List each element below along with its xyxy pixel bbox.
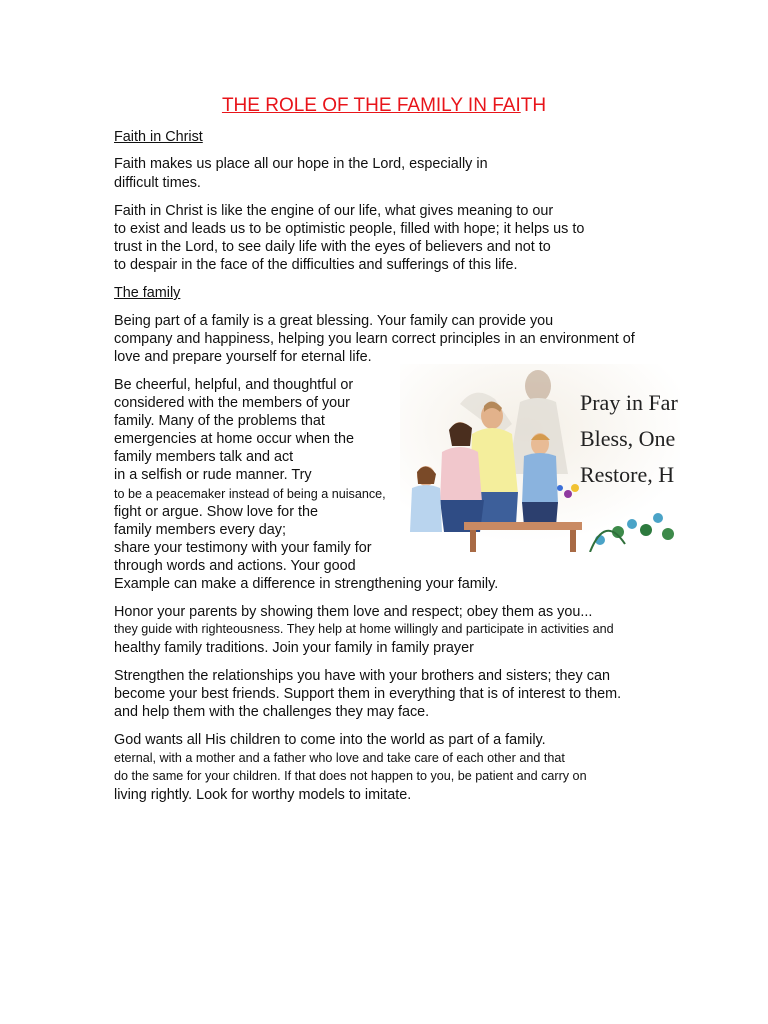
page-title	[0, 94, 768, 118]
illustration-text-line3: Restore, H	[580, 462, 675, 487]
illustration-text-line2: Bless, One	[580, 426, 676, 451]
family-para5-line4: living rightly. Look for worthy models to imitate.	[114, 787, 412, 803]
family-para3-line3: healthy family traditions. Join your family in family prayer	[114, 640, 474, 656]
page-title-tail: TH	[520, 95, 547, 116]
family-para3-line1: Honor your parents by showing them love and respect; obey them as you...	[114, 604, 593, 620]
section-heading-family: The family	[114, 285, 181, 301]
faith-para2-line2: to exist and leads us to be optimistic people, filled with hope; it helps us to	[114, 221, 585, 237]
family-para2-line2: considered with the members of your	[114, 395, 350, 411]
page-title-underlined: THE ROLE OF THE FAMILY IN FAI	[221, 95, 521, 116]
family-para2-line4: emergencies at home occur when the	[114, 431, 354, 447]
family-para1-line2: company and happiness, helping you learn correct principles in an environment of	[114, 331, 635, 347]
family-para2-line9: family members every day;	[114, 522, 286, 538]
faith-para1-line2: difficult times.	[114, 175, 201, 191]
faith-para2-line4: to despair in the face of the difficulties and sufferings of this life.	[114, 257, 518, 273]
family-para2-line3: family. Many of the problems that	[114, 413, 325, 429]
family-para3-line2: they guide with righteousness. They help at home willingly and participate in activities and	[114, 622, 614, 636]
family-para1-line3: love and prepare yourself for eternal life.	[114, 349, 372, 365]
family-prayer-illustration	[400, 364, 680, 552]
family-para4-line1: Strengthen the relationships you have with your brothers and sisters; they can	[114, 668, 610, 684]
family-para2-line7: to be a peacemaker instead of being a nuisance,	[114, 487, 386, 501]
section-heading-faith: Faith in Christ	[114, 129, 203, 145]
family-para5-line1: God wants all His children to come into the world as part of a family.	[114, 732, 546, 748]
family-para1-line1: Being part of a family is a great blessing. Your family can provide you	[114, 313, 554, 329]
family-para2-line8: fight or argue. Show love for the	[114, 504, 318, 520]
family-para2-line6: in a selfish or rude manner. Try	[114, 467, 312, 483]
faith-para1-line1: Faith makes us place all our hope in the Lord, especially in	[114, 156, 488, 172]
faith-para2-line1: Faith in Christ is like the engine of our life, what gives meaning to our	[114, 203, 554, 219]
family-para5-line2: eternal, with a mother and a father who love and take care of each other and that	[114, 751, 565, 765]
family-para2-line1: Be cheerful, helpful, and thoughtful or	[114, 377, 354, 393]
illustration-text-line1: Pray in Far	[580, 390, 678, 415]
family-para4-line3: and help them with the challenges they may face.	[114, 704, 430, 720]
family-para2-line11: through words and actions. Your good	[114, 558, 356, 574]
family-para5-line3: do the same for your children. If that does not happen to you, be patient and carry on	[114, 769, 587, 783]
family-para4-line2: become your best friends. Support them in everything that is of interest to them.	[114, 686, 622, 702]
faith-para2-line3: trust in the Lord, to see daily life with the eyes of believers and not to	[114, 239, 551, 255]
family-para2-line5: family members talk and act	[114, 449, 294, 465]
family-para2-line10: share your testimony with your family for	[114, 540, 372, 556]
family-para2-line12: Example can make a difference in strengthening your family.	[114, 576, 499, 592]
